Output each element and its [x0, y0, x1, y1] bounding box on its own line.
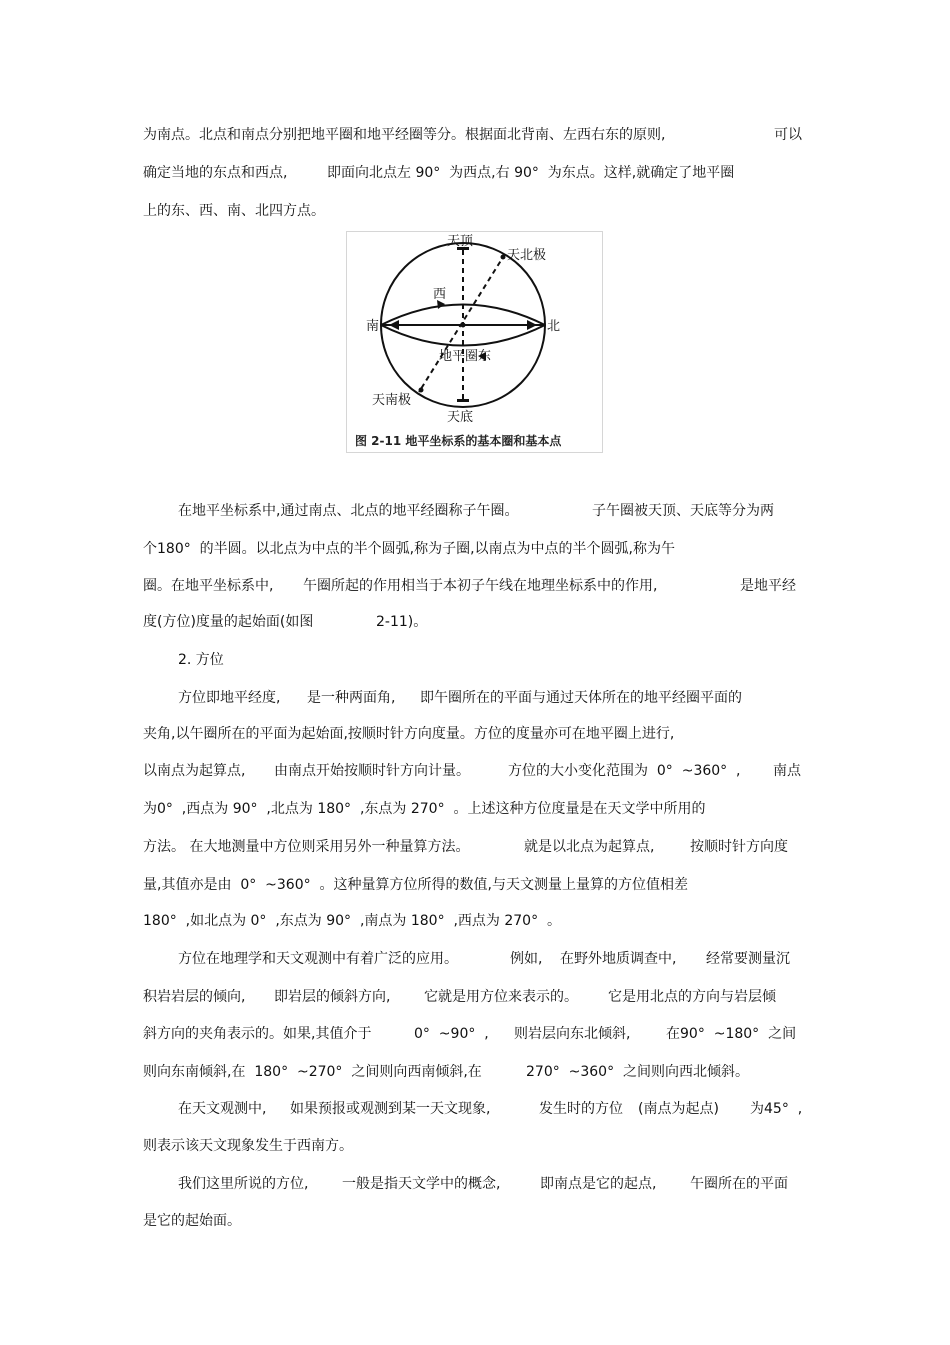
p3-line1c: 即午圈所在的平面与通过天体所在的地平经圈平面的	[420, 690, 742, 706]
label-south-celestial-pole: 天南极	[372, 393, 412, 408]
p5-line1d: (南点为起点)	[638, 1101, 719, 1117]
section-heading: 2. 方位	[178, 652, 224, 668]
p5-line1c: 发生时的方位	[539, 1101, 623, 1117]
p2-line4a: 度(方位)度量的起始面(如图	[143, 614, 314, 630]
p2-line3c: 是地平经	[740, 578, 796, 594]
p4-line4a: 则向东南倾斜,在 180° ~270° 之间则向西南倾斜,在	[143, 1064, 482, 1080]
p5-line1e: 为45° ,	[750, 1101, 803, 1117]
p3-line7: 180° ,如北点为 0° ,东点为 90° ,南点为 180° ,西点为 270° 。	[143, 913, 561, 929]
p2-line1b: 子午圈被天顶、天底等分为两	[592, 503, 774, 519]
p5-line2: 则表示该天文现象发生于西南方。	[143, 1138, 353, 1154]
p1-line2a: 确定当地的东点和西点,	[143, 165, 288, 181]
p3-line3b: 由南点开始按顺时针方向计量。	[274, 763, 470, 779]
p4-line1b: 例如,	[510, 951, 543, 967]
label-nadir: 天底	[447, 410, 474, 425]
p1-line1: 为南点。北点和南点分别把地平圈和地平经圈等分。根据面北背南、左西右东的原则,	[143, 127, 666, 143]
p6-line1b: 一般是指天文学中的概念,	[342, 1176, 501, 1192]
label-south: 南	[366, 319, 380, 334]
label-horizon-east: 地平圈东	[439, 349, 492, 364]
p3-line3a: 以南点为起算点,	[143, 763, 246, 779]
p4-line1c: 在野外地质调查中,	[560, 951, 677, 967]
p4-line3d: 在90° ~180° 之间	[666, 1026, 797, 1042]
p4-line2a: 积岩岩层的倾向,	[143, 989, 246, 1005]
p2-line1a: 在地平坐标系中,通过南点、北点的地平经圈称子午圈。	[178, 503, 519, 519]
p4-line3b: 0° ~90° ,	[414, 1026, 489, 1042]
p3-line4: 为0° ,西点为 90° ,北点为 180° ,东点为 270° 。上述这种方位度量是在天文学中所用的	[143, 801, 706, 817]
p4-line4b: 270° ~360° 之间则向西北倾斜。	[526, 1064, 749, 1080]
p3-line1b: 是一种两面角,	[307, 690, 396, 706]
label-north-celestial-pole: 天北极	[507, 248, 547, 263]
p3-line5a: 方法。 在大地测量中方位则采用另外一种量算方法。	[143, 839, 470, 855]
p3-line3c: 方位的大小变化范围为 0° ~360° ,	[508, 763, 741, 779]
p4-line2c: 它就是用方位来表示的。	[424, 989, 578, 1005]
horizon-coordinate-figure	[346, 231, 603, 453]
p6-line1c: 即南点是它的起点,	[540, 1176, 657, 1192]
p3-line5b: 就是以北点为起算点,	[524, 839, 655, 855]
p1-line2b: 即面向北点左 90° 为西点,右 90° 为东点。这样,就确定了地平圈	[327, 165, 735, 181]
label-zenith: 天顶	[447, 234, 474, 249]
p2-line3a: 圈。在地平坐标系中,	[143, 578, 274, 594]
p4-line1d: 经常要测量沉	[706, 951, 790, 967]
p5-line1b: 如果预报或观测到某一天文现象,	[290, 1101, 491, 1117]
p3-line6: 量,其值亦是由 0° ~360° 。这种量算方位所得的数值,与天文测量上量算的方位值相差	[143, 877, 688, 893]
p1-line3: 上的东、西、南、北四方点。	[143, 203, 325, 219]
p3-line3d: 南点	[773, 763, 801, 779]
p5-line1a: 在天文观测中,	[178, 1101, 267, 1117]
p2-line3b: 午圈所起的作用相当于本初子午线在地理坐标系中的作用,	[303, 578, 658, 594]
p6-line1d: 午圈所在的平面	[690, 1176, 788, 1192]
p3-line5c: 按顺时针方向度	[690, 839, 788, 855]
p6-line1a: 我们这里所说的方位,	[178, 1176, 309, 1192]
label-north: 北	[547, 319, 561, 334]
p4-line2b: 即岩层的倾斜方向,	[274, 989, 391, 1005]
figure-caption: 图 2-11 地平坐标系的基本圈和基本点	[355, 434, 562, 448]
p4-line2d: 它是用北点的方向与岩层倾	[608, 989, 776, 1005]
p6-line2: 是它的起始面。	[143, 1213, 241, 1229]
p2-line2: 个180° 的半圆。以北点为中点的半个圆弧,称为子圈,以南点为中点的半个圆弧,称为午	[143, 541, 675, 557]
p2-line4b: 2-11)。	[376, 614, 428, 630]
p4-line3a: 斜方向的夹角表示的。如果,其值介于	[143, 1026, 372, 1042]
p3-line2: 夹角,以午圈所在的平面为起始面,按顺时针方向度量。方位的度量亦可在地平圈上进行,	[143, 726, 675, 742]
label-west: 西	[433, 287, 447, 302]
p4-line1a: 方位在地理学和天文观测中有着广泛的应用。	[178, 951, 458, 967]
p4-line3c: 则岩层向东北倾斜,	[514, 1026, 631, 1042]
p1-line1-tail: 可以	[774, 127, 802, 143]
p3-line1a: 方位即地平经度,	[178, 690, 281, 706]
